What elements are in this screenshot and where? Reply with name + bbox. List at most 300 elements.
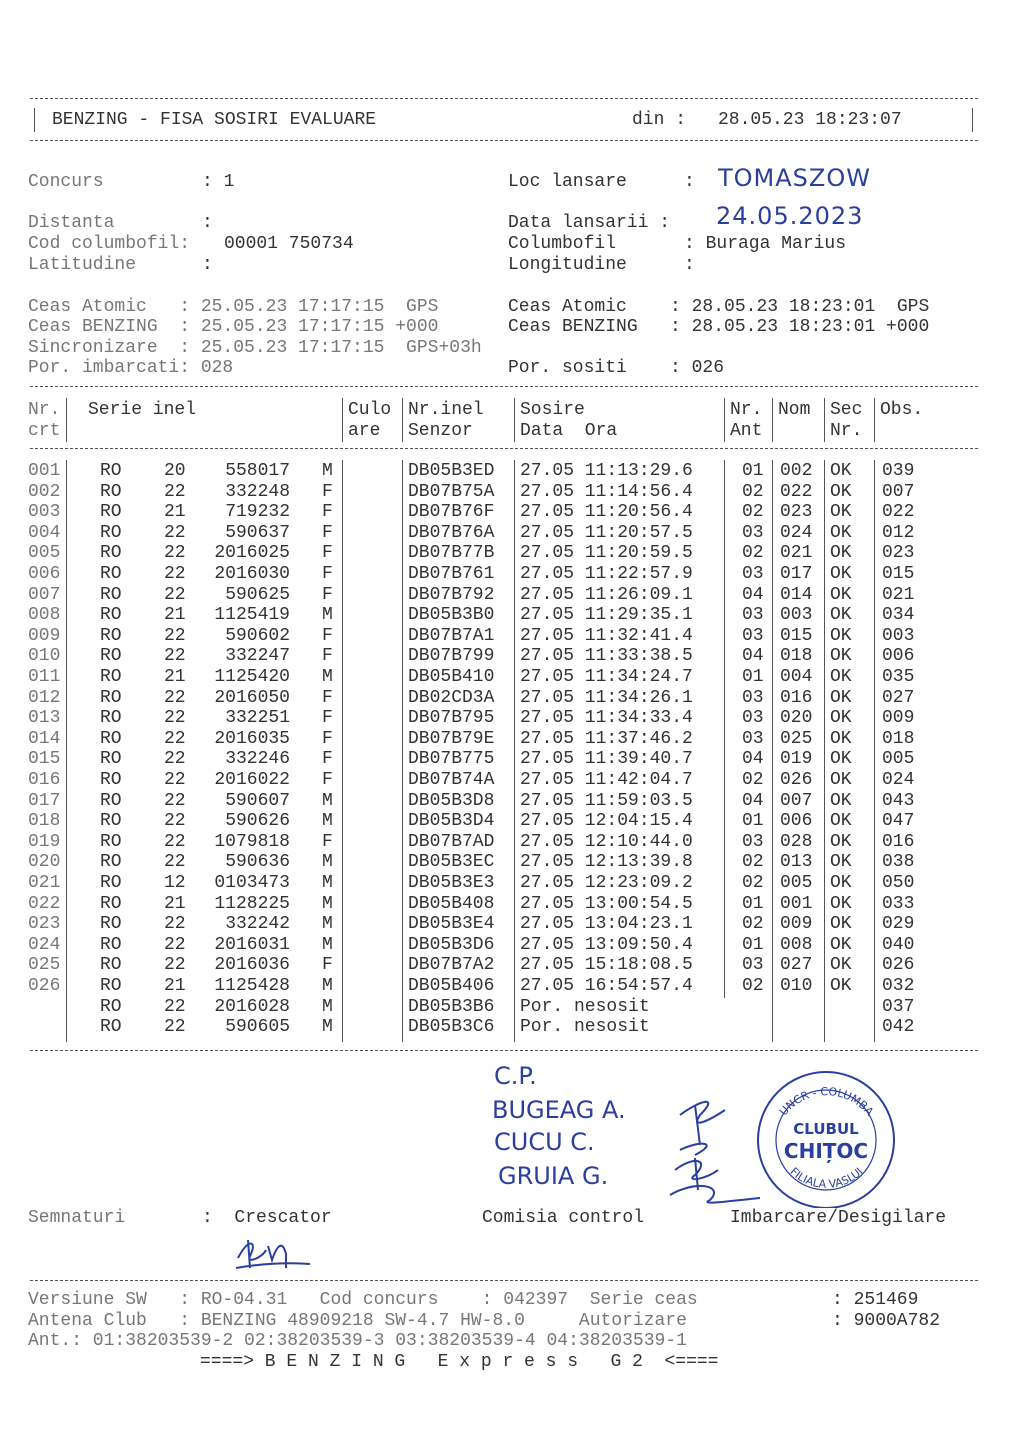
cell-ant: 04 — [742, 749, 764, 770]
cell-sec: OK — [830, 811, 852, 832]
cell-y: 22 — [164, 811, 186, 832]
cell-s: M — [322, 461, 333, 481]
cell-nr: 019 — [28, 831, 61, 852]
svg-text:FILIALA VASLUI — [787, 1165, 865, 1191]
cell-y: 22 — [164, 687, 186, 708]
cell-ring: 2016031 — [214, 934, 290, 955]
cell-y: 22 — [164, 790, 186, 811]
table-row — [0, 976, 1024, 997]
loc-label: Loc lansare — [508, 172, 627, 192]
cell-ring: 332247 — [225, 646, 290, 667]
cell-s: M — [322, 667, 333, 687]
table-row — [0, 749, 1024, 770]
cell-obs: 018 — [882, 728, 915, 749]
table-row — [0, 729, 1024, 750]
cell-ant: 03 — [742, 728, 764, 749]
cell-y: 22 — [164, 934, 186, 955]
cell-y: 21 — [164, 976, 186, 996]
cell-y: 22 — [164, 708, 186, 729]
cell-nom: 013 — [780, 852, 813, 873]
cell-ring: 2016035 — [214, 728, 290, 749]
cell-sec: OK — [830, 790, 852, 811]
footer-line: Antena Club : BENZING 48909218 SW-4.7 HW-8.0 Autorizare — [28, 1311, 687, 1331]
cell-nr: 024 — [28, 934, 61, 955]
cell-sensor: DB07B76A — [408, 522, 495, 543]
cell-y: 21 — [164, 605, 186, 626]
cell-y: 22 — [164, 749, 186, 770]
cell-nr: 025 — [28, 955, 61, 976]
cell-ring: 1125428 — [214, 976, 290, 996]
cell-arr: 27.05 11:39:40.7 — [520, 749, 693, 770]
cell-nr: 005 — [28, 543, 61, 564]
cell-sensor: DB07B79E — [408, 728, 495, 749]
cell-nom: 020 — [780, 708, 813, 729]
cell-s: M — [322, 996, 333, 1017]
cell-nr: 006 — [28, 564, 61, 584]
cell-obs: 021 — [882, 584, 915, 605]
cell-sec: OK — [830, 605, 852, 626]
cell-nom: 004 — [780, 667, 813, 687]
cell-arr: 27.05 11:20:56.4 — [520, 502, 693, 523]
cell-nr: 014 — [28, 728, 61, 749]
cell-obs: 026 — [882, 955, 915, 976]
cell-obs: 034 — [882, 605, 915, 626]
cell-s: M — [322, 605, 333, 626]
cell-s: F — [322, 728, 333, 749]
cell-c: RO — [100, 481, 122, 502]
cell-nr: 020 — [28, 852, 61, 873]
cell-nom: 025 — [780, 728, 813, 749]
cell-nr: 007 — [28, 584, 61, 605]
cell-sensor: DB05B3EC — [408, 852, 495, 873]
cell-s: F — [322, 955, 333, 976]
cell-ant: 03 — [742, 564, 764, 584]
cell-obs: 003 — [882, 625, 915, 646]
cell-y: 22 — [164, 625, 186, 646]
cell-ring: 590637 — [225, 522, 290, 543]
cell-c: RO — [100, 728, 122, 749]
cell-nom: 027 — [780, 955, 813, 976]
cell-obs: 012 — [882, 522, 915, 543]
cell-ring: 332246 — [225, 749, 290, 770]
crescator-signature — [228, 1228, 318, 1276]
stamp-top-text: UNCR - COLUMBA — [776, 1085, 877, 1119]
cell-sensor: DB07B795 — [408, 708, 495, 729]
cell-sensor: DB05B3D4 — [408, 811, 495, 832]
cell-s: M — [322, 1017, 333, 1038]
cell-nom: 007 — [780, 790, 813, 811]
cell-nom: 014 — [780, 584, 813, 605]
cell-c: RO — [100, 708, 122, 729]
col-header: Ant — [730, 421, 763, 441]
cell-nr: 011 — [28, 667, 61, 687]
cell-s: F — [322, 522, 333, 543]
cell-arr: 27.05 11:22:57.9 — [520, 564, 693, 584]
cell-arr: 27.05 11:37:46.2 — [520, 728, 693, 749]
cell-c: RO — [100, 461, 122, 481]
cell-nom: 003 — [780, 605, 813, 626]
cell-arr: 27.05 13:09:50.4 — [520, 934, 693, 955]
cell-y: 22 — [164, 1017, 186, 1038]
cell-nr: 009 — [28, 625, 61, 646]
cell-nom: 001 — [780, 893, 813, 914]
date-label: din : — [632, 110, 687, 130]
cell-obs: 016 — [882, 831, 915, 852]
table-row — [0, 626, 1024, 647]
cell-s: F — [322, 831, 333, 852]
table-row — [0, 523, 1024, 544]
cell-sensor: DB05B3E4 — [408, 914, 495, 935]
cell-ant: 02 — [742, 481, 764, 502]
page-title: BENZING - FISA SOSIRI EVALUARE — [52, 110, 377, 130]
cell-sec: OK — [830, 667, 852, 687]
cell-arr: 27.05 11:13:29.6 — [520, 461, 693, 481]
cell-nom: 002 — [780, 461, 813, 481]
cell-y: 22 — [164, 522, 186, 543]
clock-line: Por. imbarcati: 028 — [28, 358, 234, 378]
lat-value: : — [202, 255, 213, 275]
cell-ant: 02 — [742, 770, 764, 790]
cell-c: RO — [100, 646, 122, 667]
cell-s: M — [322, 790, 333, 811]
stamp-bottom-text: FILIALA VASLUI — [787, 1164, 866, 1191]
cell-ring: 2016036 — [214, 955, 290, 976]
cell-c: RO — [100, 667, 122, 687]
cell-sec: OK — [830, 728, 852, 749]
cell-y: 22 — [164, 914, 186, 935]
cell-sensor: DB07B7A1 — [408, 625, 495, 646]
cell-obs: 043 — [882, 790, 915, 811]
cell-nom: 021 — [780, 543, 813, 564]
cell-obs: 009 — [882, 708, 915, 729]
footer-line: Ant.: 01:38203539-2 02:38203539-3 03:38203539-4 04:38203539-1 — [28, 1331, 687, 1351]
cell-ant: 01 — [742, 461, 764, 481]
cell-ant: 01 — [742, 893, 764, 914]
cell-c: RO — [100, 749, 122, 770]
cell-sec: OK — [830, 708, 852, 729]
signatures-label: Semnaturi — [28, 1208, 126, 1228]
data-lansarii-label: Data lansarii : — [508, 213, 671, 233]
cell-sensor: DB05B3C6 — [408, 1017, 495, 1038]
cell-obs: 007 — [882, 481, 915, 502]
clock-line: Ceas Atomic : 25.05.23 17:17:15 GPS — [28, 297, 439, 317]
cell-nom: 009 — [780, 914, 813, 935]
table-row — [0, 688, 1024, 709]
cell-arr: 27.05 11:33:38.5 — [520, 646, 693, 667]
columbofil-label: Columbofil — [508, 234, 617, 254]
divider — [972, 108, 973, 132]
handwritten-cp: C.P. — [494, 1062, 537, 1090]
cell-sensor: DB07B77B — [408, 543, 495, 564]
clock-line: Sincronizare : 25.05.23 17:17:15 GPS+03h — [28, 338, 482, 358]
cell-sec: OK — [830, 976, 852, 996]
cell-y: 22 — [164, 564, 186, 584]
cell-ring: 332242 — [225, 914, 290, 935]
cell-ring: 590636 — [225, 852, 290, 873]
cell-c: RO — [100, 976, 122, 996]
table-row — [0, 894, 1024, 915]
cell-c: RO — [100, 893, 122, 914]
cell-sensor: DB05B3D8 — [408, 790, 495, 811]
cell-ant: 03 — [742, 687, 764, 708]
col-header: are — [348, 421, 381, 441]
cell-nom: 023 — [780, 502, 813, 523]
cell-c: RO — [100, 790, 122, 811]
cell-nom: 019 — [780, 749, 813, 770]
cell-s: M — [322, 852, 333, 873]
cell-nom: 028 — [780, 831, 813, 852]
cell-obs: 005 — [882, 749, 915, 770]
clock-line: Por. sositi : 026 — [508, 358, 725, 378]
cell-ant: 03 — [742, 831, 764, 852]
cell-obs: 024 — [882, 770, 915, 790]
cell-nr: 021 — [28, 873, 61, 893]
cell-s: F — [322, 481, 333, 502]
cell-obs: 006 — [882, 646, 915, 667]
cell-arr: 27.05 16:54:57.4 — [520, 976, 693, 996]
cell-sensor: DB05B3E3 — [408, 873, 495, 893]
cell-c: RO — [100, 543, 122, 564]
col-header: Nr. — [730, 400, 763, 420]
cell-obs: 022 — [882, 502, 915, 523]
cell-obs: 037 — [882, 996, 915, 1017]
cell-y: 21 — [164, 502, 186, 523]
table-row — [0, 482, 1024, 503]
cell-c: RO — [100, 522, 122, 543]
cell-sensor: DB07B7A2 — [408, 955, 495, 976]
cell-s: F — [322, 502, 333, 523]
cell-sensor: DB05B3ED — [408, 461, 495, 481]
cell-c: RO — [100, 687, 122, 708]
clock-line: Ceas BENZING : 25.05.23 17:17:15 +000 — [28, 317, 439, 337]
cell-ring: 1079818 — [214, 831, 290, 852]
cell-nr: 004 — [28, 522, 61, 543]
cell-s: M — [322, 873, 333, 893]
concurs-value: : 1 — [202, 172, 235, 192]
cell-arr: 27.05 12:23:09.2 — [520, 873, 693, 893]
cell-arr: 27.05 11:34:33.4 — [520, 708, 693, 729]
cell-s: M — [322, 811, 333, 832]
cell-arr: 27.05 12:04:15.4 — [520, 811, 693, 832]
clock-line: Ceas Atomic : 28.05.23 18:23:01 GPS — [508, 297, 930, 317]
cell-nom: 010 — [780, 976, 813, 996]
cell-y: 22 — [164, 955, 186, 976]
table-row — [0, 1017, 1024, 1038]
cell-s: F — [322, 687, 333, 708]
cell-nr: 003 — [28, 502, 61, 523]
signatures-imbarcare: Imbarcare/Desigilare — [730, 1208, 947, 1228]
cell-ant: 01 — [742, 934, 764, 955]
cell-arr: 27.05 11:26:09.1 — [520, 584, 693, 605]
cell-s: F — [322, 646, 333, 667]
cell-sensor: DB05B410 — [408, 667, 495, 687]
cod-value: 00001 750734 — [224, 234, 354, 254]
cell-sensor: DB07B74A — [408, 770, 495, 790]
cell-c: RO — [100, 811, 122, 832]
table-row — [0, 955, 1024, 976]
cell-c: RO — [100, 996, 122, 1017]
cell-ant: 04 — [742, 790, 764, 811]
cell-nr: 010 — [28, 646, 61, 667]
col-header: Data Ora — [520, 421, 618, 441]
cell-y: 22 — [164, 852, 186, 873]
cell-nr: 012 — [28, 687, 61, 708]
cell-ring: 590605 — [225, 1017, 290, 1038]
cell-y: 22 — [164, 646, 186, 667]
col-header: Culo — [348, 400, 392, 420]
cell-sec: OK — [830, 955, 852, 976]
cell-ant: 02 — [742, 914, 764, 935]
cell-nr: 013 — [28, 708, 61, 729]
cell-s: F — [322, 584, 333, 605]
cell-nom: 024 — [780, 522, 813, 543]
cell-nr: 023 — [28, 914, 61, 935]
svg-text:UNCR - COLUMBA — [777, 1085, 876, 1119]
cell-ring: 332251 — [225, 708, 290, 729]
cell-s: F — [322, 543, 333, 564]
cell-obs: 040 — [882, 934, 915, 955]
cell-sensor: DB05B3B6 — [408, 996, 495, 1017]
cell-obs: 042 — [882, 1017, 915, 1038]
cell-c: RO — [100, 873, 122, 893]
cell-nr: 016 — [28, 770, 61, 790]
cell-c: RO — [100, 934, 122, 955]
table-row — [0, 461, 1024, 482]
cell-y: 22 — [164, 543, 186, 564]
cell-obs: 015 — [882, 564, 915, 584]
cell-sec: OK — [830, 893, 852, 914]
cell-arr: 27.05 11:20:59.5 — [520, 543, 693, 564]
signatures-comisia: Comisia control — [482, 1208, 645, 1228]
table-row — [0, 502, 1024, 523]
cell-sensor: DB05B406 — [408, 976, 495, 996]
table-row — [0, 997, 1024, 1018]
table-row — [0, 935, 1024, 956]
loc-value: TOMASZOW — [718, 164, 871, 192]
cell-ring: 590602 — [225, 625, 290, 646]
cell-sensor: DB05B3B0 — [408, 605, 495, 626]
cell-ring: 0103473 — [214, 873, 290, 893]
cell-s: F — [322, 749, 333, 770]
divider — [30, 98, 978, 99]
cell-ring: 590625 — [225, 584, 290, 605]
cell-arr: 27.05 11:34:24.7 — [520, 667, 693, 687]
cell-y: 22 — [164, 584, 186, 605]
col-header: Nr. — [830, 421, 863, 441]
cell-sec: OK — [830, 749, 852, 770]
table-row — [0, 873, 1024, 894]
cell-arr: 27.05 11:14:56.4 — [520, 481, 693, 502]
cell-ring: 590607 — [225, 790, 290, 811]
cell-ant: 03 — [742, 708, 764, 729]
cell-sec: OK — [830, 852, 852, 873]
cell-nr: 008 — [28, 605, 61, 626]
cell-ring: 2016022 — [214, 770, 290, 790]
cell-sec: OK — [830, 914, 852, 935]
cell-ant: 02 — [742, 976, 764, 996]
cell-y: 21 — [164, 667, 186, 687]
cell-arr: 27.05 11:29:35.1 — [520, 605, 693, 626]
data-lansarii-value: 24.05.2023 — [716, 202, 864, 230]
cell-sec: OK — [830, 770, 852, 790]
cell-sec: OK — [830, 831, 852, 852]
cell-nom: 016 — [780, 687, 813, 708]
signatures-crescator: : Crescator — [202, 1208, 332, 1228]
cell-ring: 2016028 — [214, 996, 290, 1017]
table-row — [0, 791, 1024, 812]
cell-y: 22 — [164, 728, 186, 749]
cell-sensor: DB05B3D6 — [408, 934, 495, 955]
cell-nr: 015 — [28, 749, 61, 770]
handwritten-name: GRUIA G. — [498, 1162, 609, 1190]
cell-ant: 04 — [742, 584, 764, 605]
club-stamp — [750, 1068, 900, 1208]
cell-y: 20 — [164, 461, 186, 481]
cell-ring: 1125420 — [214, 667, 290, 687]
cell-c: RO — [100, 852, 122, 873]
cell-sec: OK — [830, 481, 852, 502]
footer-line: Versiune SW : RO-04.31 Cod concurs : 042397 Serie ceas — [28, 1290, 698, 1310]
cell-arr: 27.05 12:10:44.0 — [520, 831, 693, 852]
cell-sensor: DB07B75A — [408, 481, 495, 502]
cell-arr: 27.05 12:13:39.8 — [520, 852, 693, 873]
date-value: 28.05.23 18:23:07 — [718, 110, 902, 130]
cell-c: RO — [100, 605, 122, 626]
cell-c: RO — [100, 564, 122, 584]
cell-nom: 008 — [780, 934, 813, 955]
cell-arr: 27.05 13:00:54.5 — [520, 893, 693, 914]
cell-nr: 022 — [28, 893, 61, 914]
cell-sensor: DB02CD3A — [408, 687, 495, 708]
cell-ant: 03 — [742, 625, 764, 646]
cell-sec: OK — [830, 646, 852, 667]
col-header: crt — [28, 421, 61, 441]
cell-obs: 033 — [882, 893, 915, 914]
cell-obs: 047 — [882, 811, 915, 832]
cell-ring: 719232 — [225, 502, 290, 523]
cell-sensor: DB07B775 — [408, 749, 495, 770]
cell-arr: 27.05 11:42:04.7 — [520, 770, 693, 790]
cell-y: 22 — [164, 770, 186, 790]
cell-nom: 005 — [780, 873, 813, 893]
table-row — [0, 811, 1024, 832]
table-row — [0, 585, 1024, 606]
col-header: Sec — [830, 400, 863, 420]
stamp-line2: CHIȚOC — [783, 1139, 869, 1163]
cell-c: RO — [100, 914, 122, 935]
cell-s: F — [322, 770, 333, 790]
clock-line: Ceas BENZING : 28.05.23 18:23:01 +000 — [508, 317, 930, 337]
col-header: Nom — [778, 400, 811, 420]
table-row — [0, 605, 1024, 626]
distanta-value: : — [202, 213, 213, 233]
cell-sec: OK — [830, 687, 852, 708]
cell-ring: 1128225 — [214, 893, 290, 914]
cell-nom: 006 — [780, 811, 813, 832]
lat-label: Latitudine — [28, 255, 137, 275]
cell-sensor: DB07B799 — [408, 646, 495, 667]
cell-ring: 558017 — [225, 461, 290, 481]
cell-sensor: DB07B792 — [408, 584, 495, 605]
cell-nr: 002 — [28, 481, 61, 502]
cell-sec: OK — [830, 461, 852, 481]
cell-obs: 029 — [882, 914, 915, 935]
cell-y: 12 — [164, 873, 186, 893]
cell-s: F — [322, 564, 333, 584]
cell-arr: 27.05 13:04:23.1 — [520, 914, 693, 935]
table-row — [0, 852, 1024, 873]
table-row — [0, 646, 1024, 667]
